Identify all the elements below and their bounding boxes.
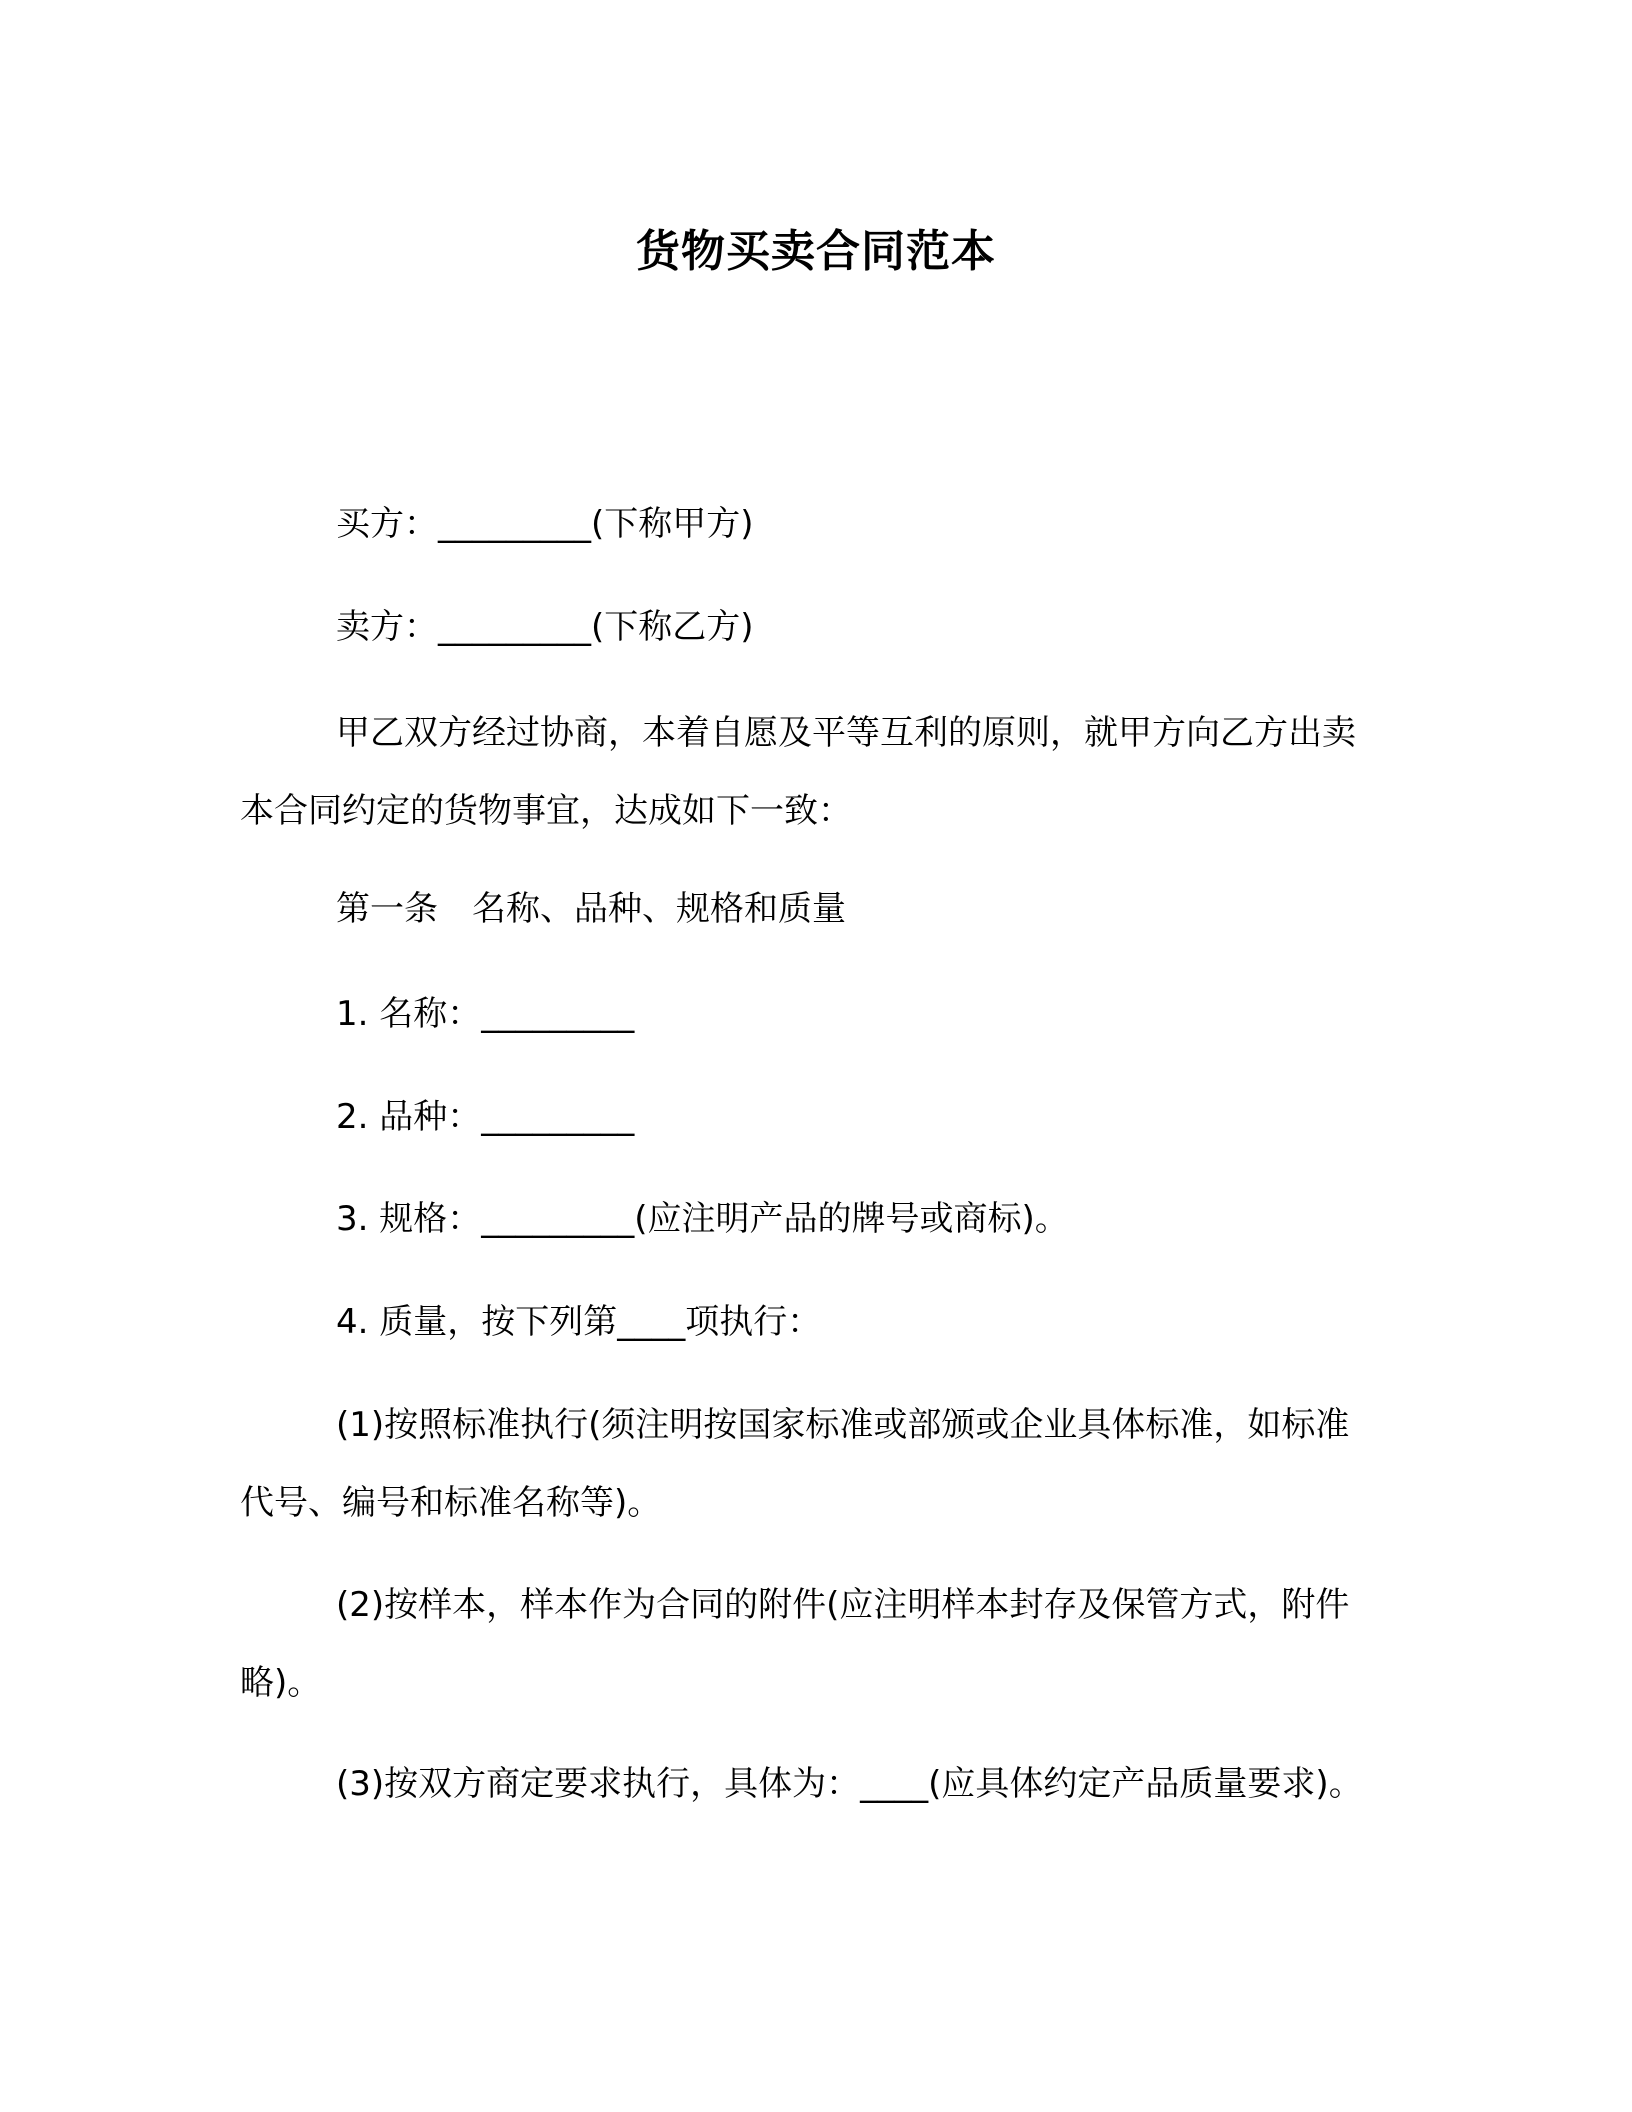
buyer-line: 买方：_________(下称甲方)	[336, 504, 754, 544]
item-variety: 2. 品种：_________	[336, 1097, 635, 1137]
item-name: 1. 名称：_________	[336, 994, 635, 1034]
quality-option-3: (3)按双方商定要求执行，具体为：____(应具体约定产品质量要求)。	[336, 1764, 1363, 1804]
quality-option-2: (2)按样本，样本作为合同的附件(应注明样本封存及保管方式，附件略)。	[240, 1585, 1350, 1703]
quality-option-1: (1)按照标准执行(须注明按国家标准或部颁或企业具体标准，如标准代号、编号和标准名称等)。	[240, 1405, 1350, 1523]
seller-line: 卖方：_________(下称乙方)	[336, 607, 754, 647]
page-title: 货物买卖合同范本	[636, 226, 996, 277]
item-specification: 3. 规格：_________(应注明产品的牌号或商标)。	[336, 1199, 1069, 1239]
article-1-heading: 第一条 名称、品种、规格和质量	[336, 889, 846, 929]
intro-paragraph: 甲乙双方经过协商，本着自愿及平等互利的原则，就甲方向乙方出卖本合同约定的货物事宜，达成如下一致：	[240, 713, 1356, 831]
item-quality: 4. 质量，按下列第____项执行：	[336, 1302, 822, 1342]
